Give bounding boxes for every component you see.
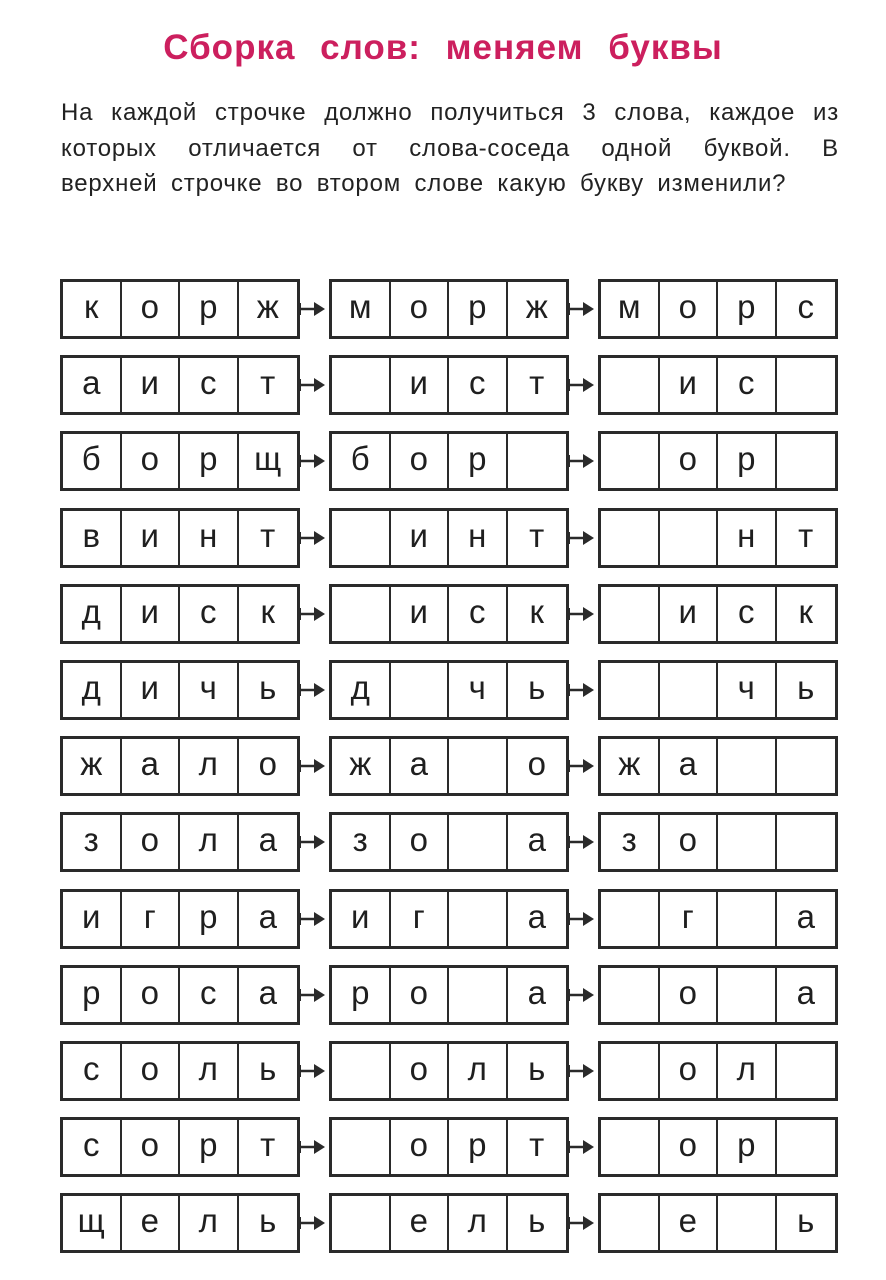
letter-cell: а <box>527 974 546 1011</box>
letter-cell: и <box>63 892 122 946</box>
letter-cell: о <box>527 745 546 782</box>
word-box <box>60 1041 300 1101</box>
empty-letter-cell[interactable] <box>777 1120 835 1174</box>
letter-cell: м <box>601 282 660 336</box>
word-box <box>598 812 838 872</box>
letter-cell: ж <box>256 288 279 325</box>
letter-cell: з <box>332 815 391 869</box>
letter-cell: р <box>718 282 777 336</box>
word-box <box>329 1041 569 1101</box>
arrow-right-icon <box>566 1062 596 1080</box>
empty-letter-cell[interactable] <box>391 663 450 717</box>
empty-letter-cell[interactable] <box>332 587 391 641</box>
empty-letter-cell[interactable] <box>332 1120 391 1174</box>
empty-letter-cell[interactable] <box>660 511 719 565</box>
letter-cell: р <box>63 968 122 1022</box>
letter-cell: с <box>449 587 508 641</box>
word-box <box>60 584 300 644</box>
letter-cell: и <box>391 587 450 641</box>
letter-cell: т <box>260 364 276 401</box>
empty-letter-cell[interactable] <box>718 968 777 1022</box>
letter-cell: и <box>391 358 450 412</box>
letter-cell: а <box>527 898 546 935</box>
letter-cell: с <box>718 358 777 412</box>
letter-cell: р <box>180 892 239 946</box>
letter-cell: о <box>391 1120 450 1174</box>
empty-letter-cell[interactable] <box>601 434 660 488</box>
letter-cell: о <box>391 1044 450 1098</box>
letter-cell: о <box>660 282 719 336</box>
arrow-right-icon <box>297 452 327 470</box>
letter-cell: р <box>449 282 508 336</box>
letter-cell: к <box>63 282 122 336</box>
letter-cell: з <box>63 815 122 869</box>
word-box <box>329 812 569 872</box>
word-box <box>60 1117 300 1177</box>
letter-cell: ж <box>601 739 660 793</box>
letter-cell: ь <box>528 1202 546 1239</box>
letter-cell: ь <box>797 669 815 706</box>
letter-cell: щ <box>254 440 282 477</box>
instructions-text: На каждой строчке должно получиться 3 слова, каждое из которых отличается от слова-соседа одной буквой. В верхней строчке во втором слове какую букву изменили? <box>61 99 839 197</box>
arrow-right-icon <box>297 529 327 547</box>
word-box <box>329 1117 569 1177</box>
arrow-right-icon <box>297 1062 327 1080</box>
word-box <box>329 1193 569 1253</box>
arrow-right-icon <box>297 376 327 394</box>
letter-cell: а <box>258 821 277 858</box>
arrow-right-icon <box>566 757 596 775</box>
letter-cell: с <box>797 288 814 325</box>
empty-letter-cell[interactable] <box>777 1044 835 1098</box>
letter-cell: р <box>332 968 391 1022</box>
letter-cell: н <box>180 511 239 565</box>
word-box <box>598 965 838 1025</box>
letter-cell: а <box>796 898 815 935</box>
letter-cell: л <box>449 1196 508 1250</box>
arrow-right-icon <box>566 681 596 699</box>
arrow-right-icon <box>566 986 596 1004</box>
letter-cell: о <box>391 968 450 1022</box>
word-box <box>329 660 569 720</box>
empty-letter-cell[interactable] <box>601 587 660 641</box>
word-box <box>60 279 300 339</box>
arrow-right-icon <box>566 605 596 623</box>
letter-cell: р <box>180 282 239 336</box>
empty-letter-cell[interactable] <box>601 892 660 946</box>
letter-cell: и <box>122 511 181 565</box>
arrow-right-icon <box>297 910 327 928</box>
letter-cell: о <box>122 968 181 1022</box>
letter-cell: т <box>529 517 545 554</box>
word-box <box>598 508 838 568</box>
empty-letter-cell[interactable] <box>449 739 508 793</box>
letter-cell: д <box>332 663 391 717</box>
empty-letter-cell[interactable] <box>718 892 777 946</box>
word-box <box>598 279 838 339</box>
letter-cell: о <box>391 282 450 336</box>
word-box <box>329 355 569 415</box>
letter-cell: о <box>122 815 181 869</box>
letter-cell: р <box>718 1120 777 1174</box>
empty-letter-cell[interactable] <box>449 892 508 946</box>
empty-letter-cell[interactable] <box>777 815 835 869</box>
letter-cell: и <box>391 511 450 565</box>
empty-letter-cell[interactable] <box>777 434 835 488</box>
empty-letter-cell[interactable] <box>718 1196 777 1250</box>
letter-cell: с <box>180 968 239 1022</box>
letter-cell: ь <box>259 669 277 706</box>
letter-cell: и <box>660 358 719 412</box>
letter-cell: т <box>260 517 276 554</box>
arrow-right-icon <box>566 300 596 318</box>
letter-cell: л <box>180 739 239 793</box>
word-box <box>598 660 838 720</box>
page-title: Сборка слов: меняем буквы <box>163 28 723 67</box>
empty-letter-cell[interactable] <box>777 739 835 793</box>
letter-cell: а <box>391 739 450 793</box>
letter-cell: м <box>332 282 391 336</box>
letter-cell: о <box>122 434 181 488</box>
letter-cell: н <box>449 511 508 565</box>
word-box <box>598 736 838 796</box>
letter-cell: и <box>660 587 719 641</box>
empty-letter-cell[interactable] <box>601 358 660 412</box>
empty-letter-cell[interactable] <box>777 358 835 412</box>
empty-letter-cell[interactable] <box>332 1196 391 1250</box>
letter-cell: ь <box>797 1202 815 1239</box>
letter-cell: с <box>449 358 508 412</box>
letter-cell: а <box>258 898 277 935</box>
letter-cell: а <box>660 739 719 793</box>
letter-cell: а <box>122 739 181 793</box>
arrow-right-icon <box>297 300 327 318</box>
letter-cell: о <box>660 1044 719 1098</box>
word-box <box>60 660 300 720</box>
letter-cell: к <box>798 593 813 630</box>
empty-letter-cell[interactable] <box>449 968 508 1022</box>
empty-letter-cell[interactable] <box>601 1196 660 1250</box>
arrow-right-icon <box>566 1138 596 1156</box>
letter-cell: т <box>529 364 545 401</box>
letter-cell: р <box>180 1120 239 1174</box>
empty-letter-cell[interactable] <box>601 1044 660 1098</box>
letter-cell: и <box>122 358 181 412</box>
letter-cell: и <box>122 663 181 717</box>
arrow-right-icon <box>566 376 596 394</box>
letter-cell: г <box>391 892 450 946</box>
letter-cell: г <box>660 892 719 946</box>
letter-cell: и <box>122 587 181 641</box>
empty-letter-cell[interactable] <box>718 815 777 869</box>
letter-cell: р <box>449 1120 508 1174</box>
empty-letter-cell[interactable] <box>332 511 391 565</box>
letter-cell: е <box>122 1196 181 1250</box>
empty-letter-cell[interactable] <box>601 511 660 565</box>
letter-cell: б <box>332 434 391 488</box>
word-box <box>60 431 300 491</box>
letter-cell: о <box>122 282 181 336</box>
word-box <box>60 889 300 949</box>
empty-letter-cell[interactable] <box>601 663 660 717</box>
letter-cell: о <box>660 968 719 1022</box>
letter-cell: а <box>796 974 815 1011</box>
letter-cell: л <box>180 1044 239 1098</box>
letter-cell: л <box>180 1196 239 1250</box>
word-box <box>60 736 300 796</box>
letter-cell: г <box>122 892 181 946</box>
empty-letter-cell[interactable] <box>508 434 566 488</box>
letter-cell: с <box>63 1044 122 1098</box>
word-box <box>598 1193 838 1253</box>
letter-cell: р <box>180 434 239 488</box>
arrow-right-icon <box>566 1214 596 1232</box>
letter-cell: о <box>122 1120 181 1174</box>
word-box <box>329 736 569 796</box>
arrow-right-icon <box>566 529 596 547</box>
word-box <box>598 355 838 415</box>
empty-letter-cell[interactable] <box>332 358 391 412</box>
letter-cell: о <box>122 1044 181 1098</box>
letter-cell: т <box>260 1126 276 1163</box>
letter-cell: б <box>63 434 122 488</box>
word-box <box>60 1193 300 1253</box>
letter-cell: и <box>332 892 391 946</box>
letter-cell: с <box>63 1120 122 1174</box>
letter-cell: щ <box>63 1196 122 1250</box>
arrow-right-icon <box>297 681 327 699</box>
letter-cell: с <box>180 358 239 412</box>
word-box <box>598 431 838 491</box>
letter-cell: ь <box>528 1050 546 1087</box>
letter-cell: о <box>391 434 450 488</box>
letter-cell: в <box>63 511 122 565</box>
letter-cell: к <box>529 593 544 630</box>
letter-cell: р <box>449 434 508 488</box>
letter-cell: ь <box>259 1050 277 1087</box>
arrow-right-icon <box>297 605 327 623</box>
letter-cell: ж <box>525 288 548 325</box>
letter-cell: р <box>718 434 777 488</box>
arrow-right-icon <box>566 833 596 851</box>
word-box <box>329 508 569 568</box>
word-box <box>598 1041 838 1101</box>
letter-cell: т <box>798 517 814 554</box>
letter-cell: л <box>718 1044 777 1098</box>
letter-cell: н <box>718 511 777 565</box>
letter-cell: о <box>660 1120 719 1174</box>
arrow-right-icon <box>297 757 327 775</box>
letter-cell: е <box>391 1196 450 1250</box>
arrow-right-icon <box>297 1138 327 1156</box>
letter-cell: а <box>63 358 122 412</box>
empty-letter-cell[interactable] <box>601 1120 660 1174</box>
letter-cell: л <box>449 1044 508 1098</box>
letter-cell: с <box>180 587 239 641</box>
letter-cell: ч <box>718 663 777 717</box>
arrow-right-icon <box>297 833 327 851</box>
empty-letter-cell[interactable] <box>449 815 508 869</box>
word-box <box>60 508 300 568</box>
letter-cell: ч <box>449 663 508 717</box>
empty-letter-cell[interactable] <box>660 663 719 717</box>
letter-cell: ь <box>259 1202 277 1239</box>
letter-cell: ч <box>180 663 239 717</box>
letter-cell: ь <box>528 669 546 706</box>
empty-letter-cell[interactable] <box>601 968 660 1022</box>
letter-cell: к <box>260 593 275 630</box>
letter-cell: о <box>660 434 719 488</box>
letter-cell: а <box>527 821 546 858</box>
word-box <box>329 965 569 1025</box>
word-box <box>60 355 300 415</box>
letter-cell: л <box>180 815 239 869</box>
arrow-right-icon <box>566 910 596 928</box>
arrow-right-icon <box>297 986 327 1004</box>
empty-letter-cell[interactable] <box>332 1044 391 1098</box>
letter-cell: т <box>529 1126 545 1163</box>
word-box <box>329 431 569 491</box>
letter-cell: о <box>660 815 719 869</box>
letter-cell: о <box>391 815 450 869</box>
arrow-right-icon <box>297 1214 327 1232</box>
letter-cell: о <box>258 745 277 782</box>
letter-cell: а <box>258 974 277 1011</box>
letter-cell: з <box>601 815 660 869</box>
empty-letter-cell[interactable] <box>718 739 777 793</box>
word-box <box>598 584 838 644</box>
word-box <box>329 889 569 949</box>
arrow-right-icon <box>566 452 596 470</box>
letter-cell: ж <box>332 739 391 793</box>
letter-cell: с <box>718 587 777 641</box>
word-box <box>60 965 300 1025</box>
word-box <box>329 279 569 339</box>
word-box <box>329 584 569 644</box>
word-box <box>598 889 838 949</box>
letter-cell: е <box>660 1196 719 1250</box>
word-box <box>60 812 300 872</box>
letter-cell: ж <box>63 739 122 793</box>
word-box <box>598 1117 838 1177</box>
letter-cell: д <box>63 587 122 641</box>
letter-cell: д <box>63 663 122 717</box>
